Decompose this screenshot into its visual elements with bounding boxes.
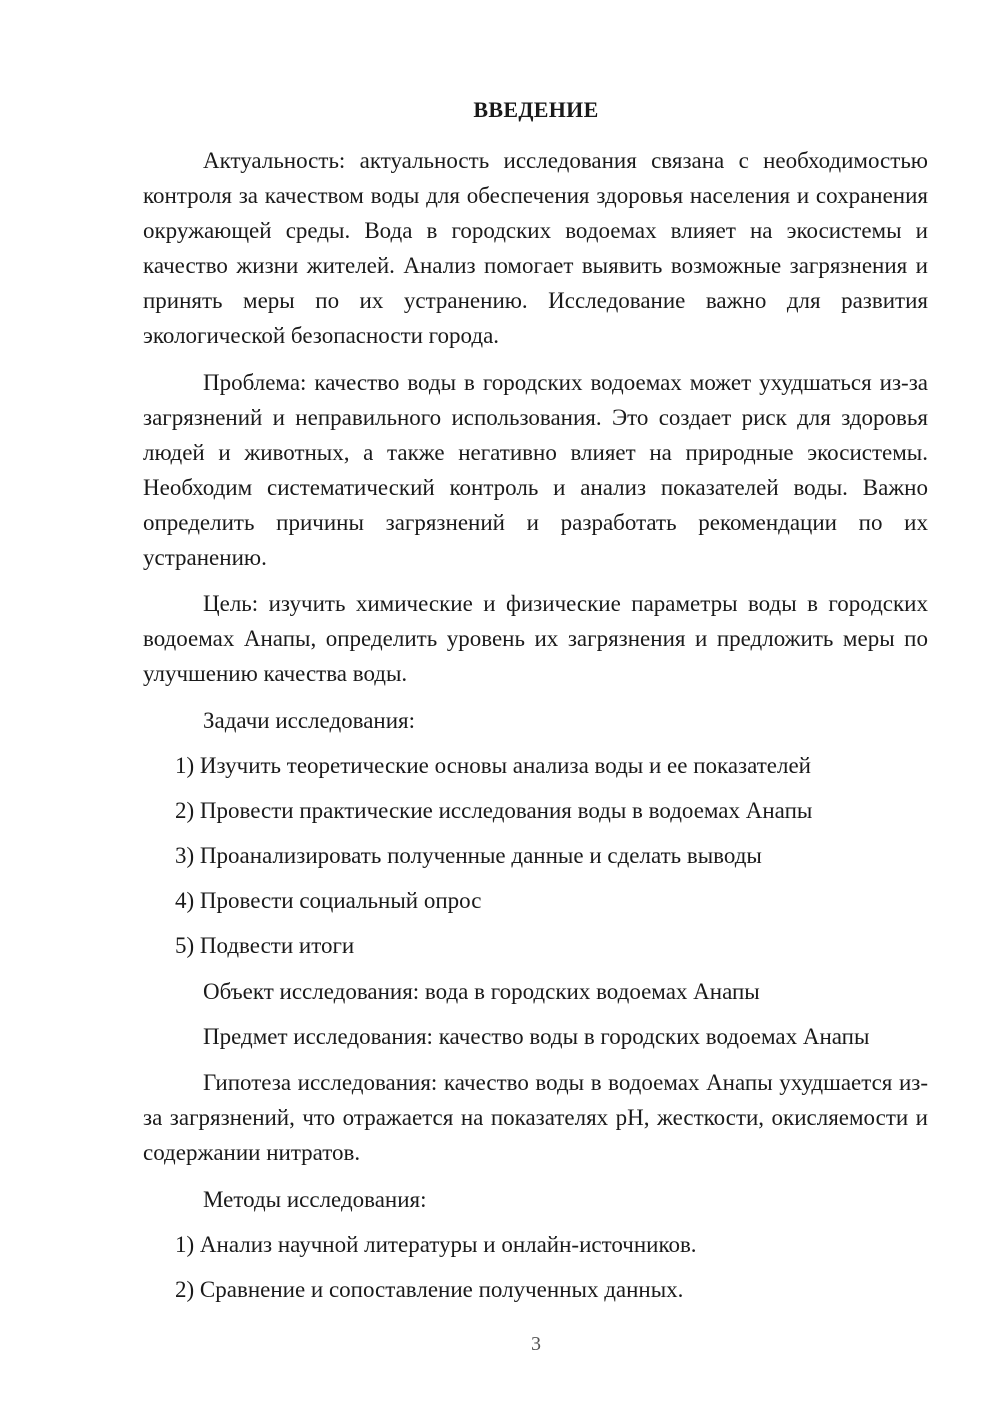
goal-paragraph [143, 586, 928, 691]
goal-text: Цель: изучить химические и физические параметры воды в городских водоемах Анапы, определить уровень их загрязнения и предложить меры по улучшению качества воды. [143, 591, 928, 686]
section-title: ВВЕДЕНИЕ [473, 97, 599, 122]
page-number: 3 [531, 1333, 541, 1355]
hypothesis-text: Гипотеза исследования: качество воды в водоемах Анапы ухудшается из-за загрязнений, что отражается на показателях pH, жесткости, окисляемости и содержании нитратов. [143, 1070, 928, 1165]
object-line: Объект исследования: вода в городских водоемах Анапы [203, 979, 760, 1004]
task-item-5: 5) Подвести итоги [175, 933, 355, 958]
task-item-2: 2) Провести практические исследования воды в водоемах Анапы [175, 798, 813, 823]
problem-text: Проблема: качество воды в городских водоемах может ухудшаться из-за загрязнений и неправильного использования. Это создает риск для здоровья людей и животных, а также негативно влияет на природные экосистемы. Необходим систематический контроль и анализ показателей воды. Важно определить причины загрязнений и разработать рекомендации по их устранению. [143, 370, 928, 570]
method-item-2: 2) Сравнение и сопоставление полученных данных. [175, 1277, 684, 1302]
method-item-1: 1) Анализ научной литературы и онлайн-источников. [175, 1232, 697, 1257]
relevance-paragraph [143, 143, 928, 353]
task-item-1: 1) Изучить теоретические основы анализа воды и ее показателей [175, 753, 811, 778]
relevance-text: Актуальность: актуальность исследования связана с необходимостью контроля за качеством воды для обеспечения здоровья населения и сохранения окружающей среды. Вода в городских водоемах влияет на экосистемы и качество жизни жителей. Анализ помогает выявить возможные загрязнения и принять меры по их устранению. Исследование важно для развития экологической безопасности города. [143, 148, 928, 348]
task-item-4: 4) Провести социальный опрос [175, 888, 482, 913]
methods-heading: Методы исследования: [203, 1187, 427, 1212]
task-item-3: 3) Проанализировать полученные данные и сделать выводы [175, 843, 762, 868]
hypothesis-paragraph [143, 1065, 928, 1170]
subject-line: Предмет исследования: качество воды в городских водоемах Анапы [203, 1024, 870, 1049]
problem-paragraph [143, 365, 928, 575]
tasks-heading: Задачи исследования: [203, 708, 416, 733]
